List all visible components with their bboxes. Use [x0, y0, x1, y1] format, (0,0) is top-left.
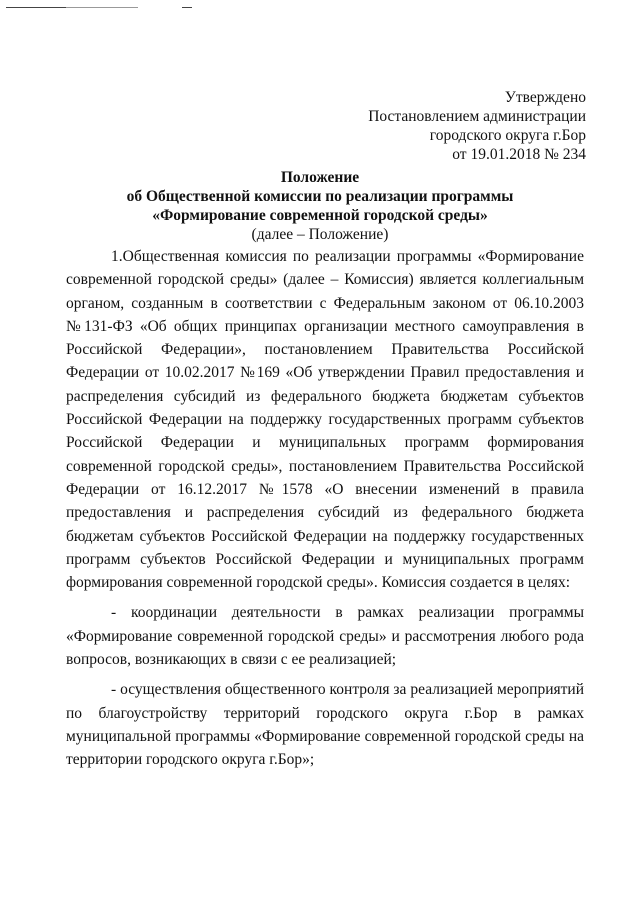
body-list-item: - осуществления общественного контроля за реализацией мероприятий по благоустройству территорий городского округа г.Бор в рамках муниципальной программы «Формирование современной городской среды на территории городского округа г.Бор»;	[66, 681, 584, 769]
scan-artifact-line	[182, 7, 192, 8]
document-body	[66, 245, 584, 779]
title-subheading: об Общественной комиссии по реализации программы	[126, 188, 514, 205]
approval-stamp-block	[368, 88, 586, 164]
scan-artifact-line	[6, 7, 66, 8]
approval-date-line: от 19.01.2018 № 234	[452, 146, 586, 163]
approval-line: городского округа г.Бор	[429, 127, 586, 144]
body-list-item: - координации деятельности в рамках реализации программы «Формирование современной городской среды» и рассмотрения любого рода вопросов, возникающих в связи с ее реализацией;	[66, 604, 584, 669]
body-paragraph: 1.Общественная комиссия по реализации программы «Формирование современной городской среды» (далее – Комиссия) является коллегиальным органом, созданным в соответствии с Федеральным законом от 06.10.2003 №131-ФЗ «Об общих принципах организации местного самоуправления в Российской Федерации», постановлением Правительства Российской Федерации от 10.02.2017 №169 «Об утверждении Правил предоставления и распределения субсидий из федерального бюджета бюджетам субъектов Российской Федерации на поддержку государственных программ субъектов Российской Федерации и муниципальных программ формирования современной городской среды», постановлением Правительства Российской Федерации от 16.12.2017 №1578 «О внесении изменений в правила предоставления и распределения субсидий из федерального бюджета бюджетам субъектов Российской Федерации на поддержку государственных программ субъектов Российской Федерации и муниципальных программ формирования современной городской среды». Комиссия создается в целях:	[66, 248, 584, 592]
document-title	[0, 168, 640, 244]
approval-line: Утверждено	[504, 89, 586, 106]
title-program-name: «Формирование современной городской среды»	[152, 207, 488, 224]
approval-line: Постановлением администрации	[368, 108, 586, 125]
title-abbreviation: (далее – Положение)	[251, 226, 389, 243]
scan-artifact-line	[66, 7, 138, 8]
title-heading: Положение	[280, 169, 360, 186]
